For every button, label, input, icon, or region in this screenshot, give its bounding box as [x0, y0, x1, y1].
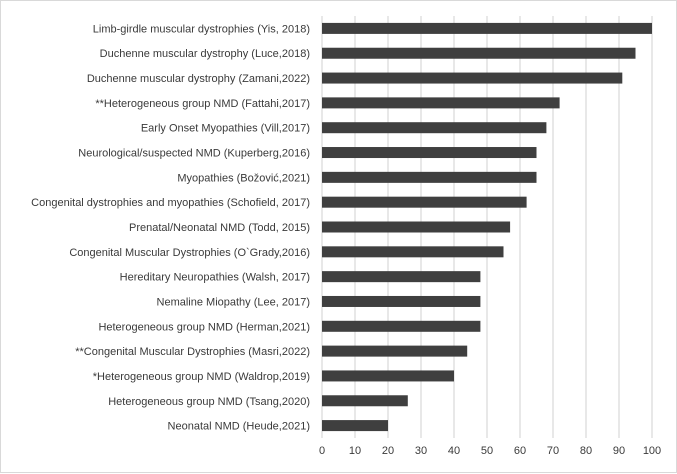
bar: [322, 420, 388, 431]
category-label: Duchenne muscular dystrophy (Luce,2018): [99, 48, 310, 61]
category-label: Myopathies (Božović,2021): [177, 172, 310, 185]
category-label: Early Onset Myopathies (Vill,2017): [140, 122, 310, 135]
bar: [322, 222, 510, 233]
category-label: Congenital Muscular Dystrophies (O`Grady,2016): [69, 246, 310, 259]
bar: [322, 147, 537, 158]
x-tick-label: 20: [381, 445, 395, 457]
bar: [322, 48, 636, 59]
bar: [322, 73, 622, 84]
bar: [322, 197, 527, 208]
x-tick-label: 0: [318, 445, 326, 457]
bar: [322, 346, 467, 357]
bar-chart: [1, 1, 677, 474]
x-tick-label: 30: [414, 445, 428, 457]
bar: [322, 321, 480, 332]
category-label: Duchenne muscular dystrophy (Zamani,2022): [86, 73, 310, 86]
x-tick-label: 80: [579, 445, 593, 457]
category-labels: [31, 23, 310, 432]
bar: [322, 172, 537, 183]
x-tick-label: 90: [612, 445, 626, 457]
category-label: Heterogeneous group NMD (Herman,2021): [98, 321, 310, 334]
category-label: Heterogeneous group NMD (Tsang,2020): [108, 395, 310, 408]
category-label: Congenital dystrophies and myopathies (Schofield, 2017): [31, 197, 310, 210]
category-label: *Heterogeneous group NMD (Waldrop,2019): [92, 370, 310, 383]
category-label: **Congenital Muscular Dystrophies (Masri,2022): [75, 346, 310, 359]
x-tick-label: 50: [480, 445, 494, 457]
bar: [322, 296, 480, 307]
x-tick-label: 40: [447, 445, 461, 457]
x-tick-label: 100: [642, 445, 662, 457]
category-label: Hereditary Neuropathies (Walsh, 2017): [119, 271, 310, 284]
x-tick-label: 60: [513, 445, 527, 457]
category-label: Prenatal/Neonatal NMD (Todd, 2015): [129, 222, 310, 234]
bar: [322, 271, 480, 282]
x-tick-labels: [319, 445, 661, 457]
category-label: Neurological/suspected NMD (Kuperberg,2016): [78, 147, 310, 160]
bar: [322, 97, 560, 108]
category-label: **Heterogeneous group NMD (Fattahi,2017): [95, 97, 310, 110]
x-tick-label: 70: [546, 445, 560, 457]
x-tick-label: 10: [348, 445, 362, 457]
category-label: Neonatal NMD (Heude,2021): [167, 420, 310, 433]
bar: [322, 23, 652, 34]
category-label: Nemaline Miopathy (Lee, 2017): [156, 296, 310, 309]
bar: [322, 122, 546, 133]
bar: [322, 370, 454, 381]
bar: [322, 395, 408, 406]
category-label: Limb-girdle muscular dystrophies (Yis, 2018): [92, 23, 310, 36]
bar: [322, 246, 504, 257]
